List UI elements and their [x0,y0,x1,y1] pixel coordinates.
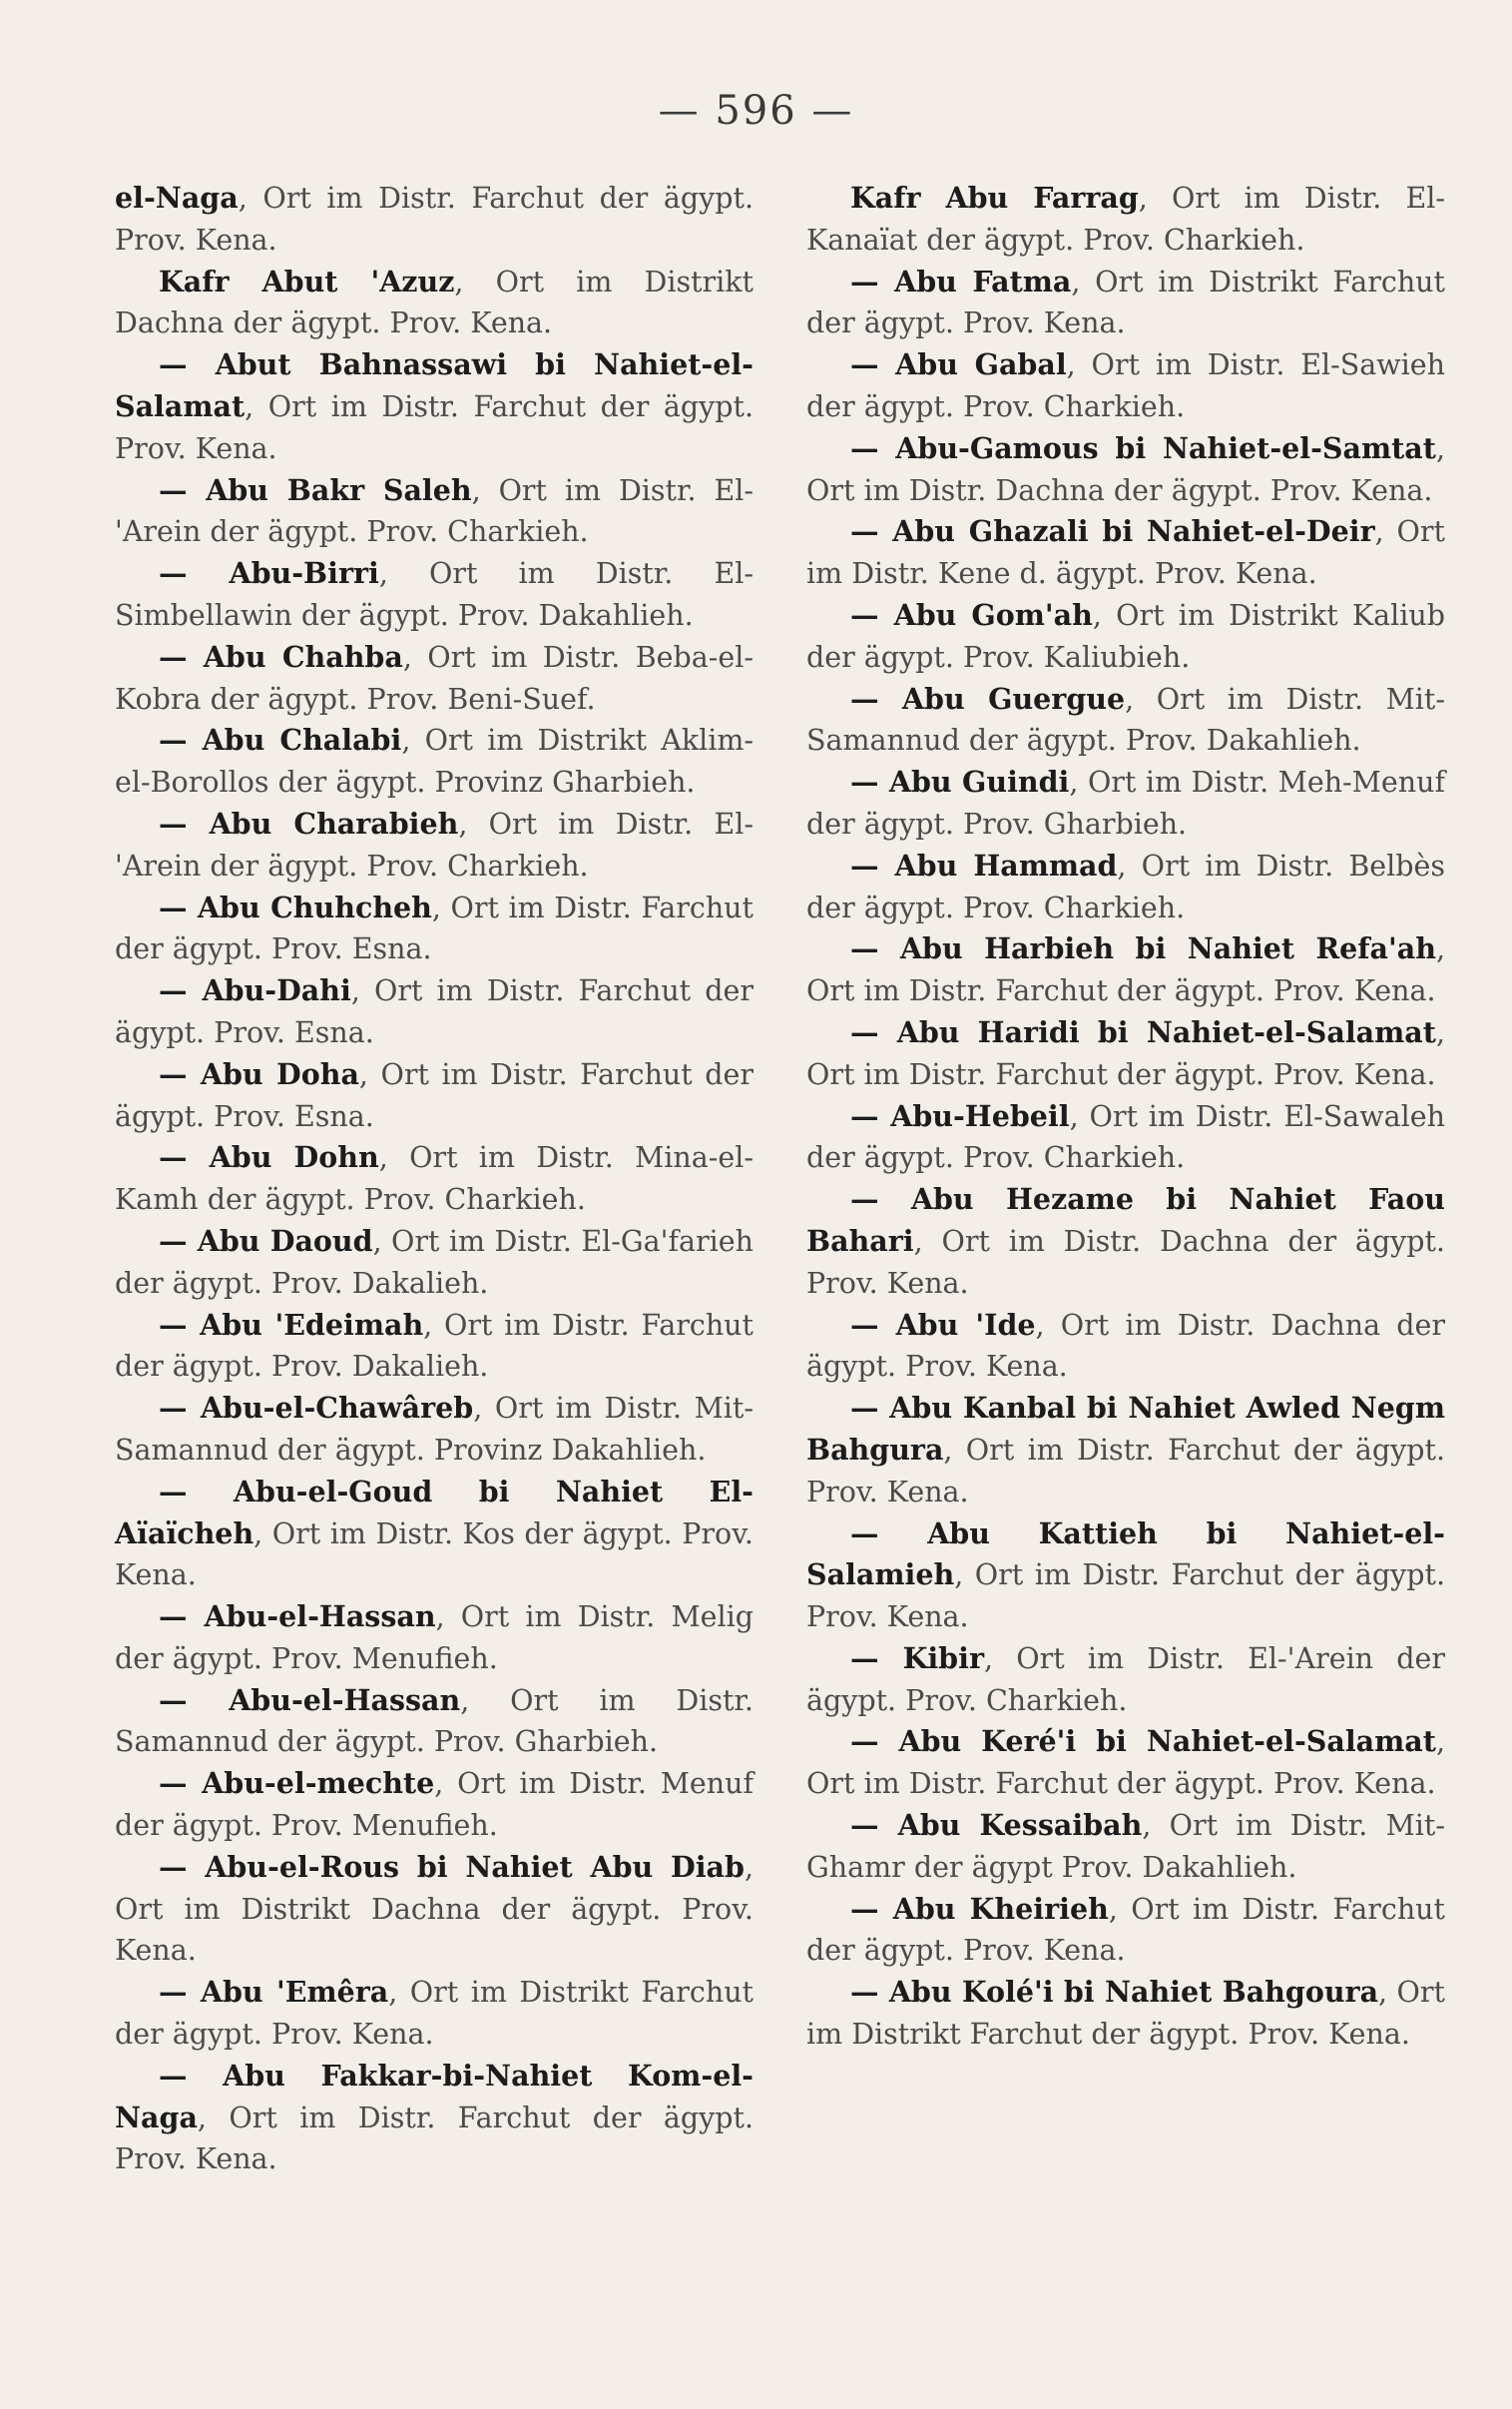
entry-name: — Abu 'Emêra [159,1975,389,2010]
entry-description: , Ort im Distr. Dachna der ägypt. Prov. Kena. [806,1224,1445,1300]
gazetteer-entry [806,1805,1445,1889]
entry-name: — Abu-el-Hassan [159,1599,436,1634]
entry-name: — Abu Harbieh bi Nahiet Refa'ah [850,931,1436,966]
gazetteer-entry [115,470,754,554]
entry-name: Kafr Abut 'Azuz [159,264,455,299]
entry-description: , Ort im Distr. Farchut der ägypt. Prov. Kena. [806,1558,1445,1634]
entry-name: — Abu Hammad [850,848,1118,883]
entry-description: , Ort im Distr. Samannud der ägypt. Prov. Gharbieh. [115,1683,754,1759]
gazetteer-entry [806,1096,1445,1180]
entry-name: — Abu Keré'i bi Nahiet-el-Salamat [850,1724,1436,1759]
gazetteer-entry [115,1972,754,2056]
gazetteer-entry [115,1054,754,1138]
entry-name: — Abut Bahnassawi bi Nahiet-el-Salamat [115,347,754,423]
entry-description: , Ort im Distrikt Dachna der ägypt. Prov. Kena. [115,265,755,340]
entry-description: , Ort im Distr. Farchut der ägypt. Prov. Kena. [115,2101,754,2176]
entry-description: , Ort im Distr. Farchut der ägypt. Prov. Kena. [806,1433,1445,1508]
entry-name: — Abu-el-Hassan [159,1682,461,1717]
entry-description: , Ort im Distr. Dachna der ägypt. Prov. Kena. [806,1308,1445,1384]
entry-name: — Abu Kessaibah [850,1808,1143,1843]
entry-name: — Abu-Birri [159,556,379,591]
gazetteer-entry [115,344,754,469]
gazetteer-entry [115,1763,754,1847]
entry-name: — Abu Gom'ah [850,597,1093,632]
entry-name: — Abu-Gamous bi Nahiet-el-Samtat [850,430,1436,465]
entry-name: — Abu Kolé'i bi Nahiet Bahgoura [850,1975,1379,2010]
gazetteer-entry [806,1721,1445,1805]
gazetteer-entry [115,178,754,262]
entry-name: — Abu Hezame bi Nahiet Faou Bahari [806,1182,1445,1258]
entry-name: — Abu Fakkar-bi-Nahiet Kom-el-Naga [115,2058,754,2134]
gazetteer-entry [806,1972,1445,2056]
gazetteer-entry [806,1012,1445,1096]
entry-name: — Abu 'Ide [850,1307,1036,1342]
entry-name: — Abu Chalabi [159,723,402,758]
entry-description: , Ort im Distr. Kos der ägypt. Prov. Kena. [115,1516,754,1592]
entry-description: , Ort im Distr. Belbès der ägypt. Prov. Charkieh. [806,849,1445,924]
gazetteer-entry [806,511,1445,595]
gazetteer-entry [115,1221,754,1305]
entry-name: — Abu-Hebeil [850,1098,1070,1133]
gazetteer-entry [115,262,754,345]
entry-description: , Ort im Distr. El-Simbellawin der ägypt. Prov. Dakahlieh. [115,557,754,632]
entry-name: — Abu 'Edeimah [159,1307,424,1342]
entry-name: — Abu Gabal [850,347,1067,382]
gazetteer-entry [806,762,1445,846]
gazetteer-entry [115,1847,754,1972]
entry-description: , Ort im Distr. El-'Arein der ägypt. Prov. Charkieh. [115,807,754,883]
gazetteer-entry [806,1179,1445,1304]
entry-description: , Ort im Distr. Kene d. ägypt. Prov. Kena. [806,515,1446,591]
gazetteer-entry [115,637,754,721]
entry-description: , Ort im Distr. El-Ga'farieh der ägypt. Prov. Dakalieh. [115,1224,754,1300]
entry-description: , Ort im Distrikt Farchut der ägypt. Prov. Kena. [806,1976,1446,2052]
entry-name: — Abu-el-Goud bi Nahiet El-Aïaïcheh [115,1474,754,1550]
entry-name: Kafr Abu Farrag [850,181,1139,215]
entry-name: — Abu Fatma [850,264,1072,299]
entry-name: — Abu Kattieh bi Nahiet-el-Salamieh [806,1515,1445,1592]
right-column [806,178,1445,2056]
entry-description: , Ort im Distr. El-Sawieh der ägypt. Prov. Charkieh. [806,348,1445,423]
entry-description: , Ort im Distr. Mit-Ghamr der ägypt Prov. Dakahlieh. [806,1809,1445,1884]
entry-description: , Ort im Distrikt Farchut der ägypt. Prov. Kena. [115,1976,755,2052]
gazetteer-entry [806,846,1445,929]
gazetteer-entry [806,178,1445,262]
gazetteer-entry [806,1305,1445,1389]
entry-description: , Ort im Distr. Farchut der ägypt. Prov. Kena. [806,1892,1445,1968]
entry-name: — Abu Ghazali bi Nahiet-el-Deir [850,514,1375,549]
entry-name: el-Naga [115,181,239,215]
entry-name: — Abu Kheirieh [850,1891,1109,1926]
gazetteer-entry [806,344,1445,428]
entry-description: , Ort im Distrikt Aklim-el-Borollos der ägypt. Provinz Gharbieh. [115,724,754,800]
entry-name: — Abu-Dahi [159,973,351,1008]
gazetteer-entry [806,428,1445,512]
left-column [115,178,754,2180]
gazetteer-entry [115,720,754,804]
entry-description: , Ort im Distr. Dachna der ägypt. Prov. Kena. [806,431,1445,507]
gazetteer-entry [115,1305,754,1389]
gazetteer-entry [115,2056,754,2180]
entry-description: , Ort im Distr. El-'Arein der ägypt. Prov. Charkieh. [806,1641,1445,1717]
entry-description: , Ort im Distr. Farchut der ägypt. Prov. Kena. [806,1015,1445,1091]
gazetteer-entry [115,804,754,888]
entry-description: , Ort im Distr. Mit-Samannud der ägypt. Provinz Dakahlieh. [115,1392,755,1467]
page-number: — 596 — [658,88,854,134]
entry-name: — Abu Doha [159,1056,359,1091]
entry-description: , Ort im Distr. Farchut der ägypt. Prov. Esna. [115,1057,754,1133]
entry-name: — Abu Dohn [159,1140,379,1175]
gazetteer-entry [806,1388,1445,1512]
entry-description: , Ort im Distr. Menuf der ägypt. Prov. Menufieh. [115,1767,754,1843]
gazetteer-entry [806,262,1445,345]
gazetteer-entry [115,1596,754,1680]
entry-name: — Abu-el-Rous bi Nahiet Abu Diab [159,1849,745,1884]
entry-name: — Abu Daoud [159,1223,373,1258]
entry-name: — Abu Chahba [159,639,403,674]
entry-description: , Ort im Distr. Farchut der ägypt. Prov. Kena. [806,932,1445,1008]
entry-name: — Abu Chuhcheh [159,890,432,924]
entry-description: , Ort im Distr. Farchut der ägypt. Prov. Esna. [115,891,754,966]
entry-name: — Abu-el-mechte [159,1766,435,1801]
entry-description: , Ort im Distr. Farchut der ägypt. Prov. Kena. [115,182,754,257]
entry-description: , Ort im Distr. El-Sawaleh der ägypt. Prov. Charkieh. [806,1099,1445,1175]
entry-name: — Abu Guindi [850,765,1070,800]
entry-description: , Ort im Distr. Farchut der ägypt. Prov. Dakalieh. [115,1308,754,1384]
gazetteer-entry [115,1388,754,1472]
entry-description: , Ort im Distr. Farchut der ägypt. Prov. Esna. [115,974,754,1049]
entry-description: , Ort im Distr. El-'Arein der ägypt. Prov. Charkieh. [115,473,754,549]
gazetteer-entry [806,1889,1445,1973]
entry-name: — Abu Bakr Saleh [159,472,472,507]
gazetteer-entry [115,970,754,1054]
entry-description: , Ort im Distr. Farchut der ägypt. Prov. Kena. [806,1725,1445,1801]
entry-description: , Ort im Distrikt Dachna der ägypt. Prov. Kena. [115,1850,754,1968]
entry-description: , Ort im Distr. Mina-el-Kamh der ägypt. Prov. Charkieh. [115,1141,754,1217]
gazetteer-entry [115,1472,754,1596]
gazetteer-entry [806,1638,1445,1722]
entry-name: — Kibir [850,1640,984,1675]
entry-description: , Ort im Distr. Meh-Menuf der ägypt. Prov. Gharbieh. [806,766,1445,841]
entry-description: , Ort im Distr. Mit-Samannud der ägypt. Prov. Dakahlieh. [806,682,1445,758]
entry-name: — Abu Charabieh [159,806,459,841]
entry-description: , Ort im Distr. El-Kanaïat der ägypt. Prov. Charkieh. [806,182,1445,257]
entry-name: — Abu Guergue [850,681,1126,716]
gazetteer-entry [115,1680,754,1764]
entry-name: — Abu-el-Chawâreb [159,1391,474,1426]
gazetteer-entry [806,928,1445,1012]
entry-description: , Ort im Distr. Beba-el-Kobra der ägypt. Prov. Beni-Suef. [115,640,754,716]
gazetteer-entry [115,888,754,971]
entry-name: — Abu Kanbal bi Nahiet Awled Negm Bahgura [806,1391,1445,1467]
entry-description: , Ort im Distr. Melig der ägypt. Prov. Menufieh. [115,1600,754,1675]
gazetteer-entry [115,553,754,637]
gazetteer-entry [806,679,1445,763]
gazetteer-entry [115,1137,754,1221]
entry-description: , Ort im Distrikt Farchut der ägypt. Prov. Kena. [806,265,1445,340]
gazetteer-entry [806,595,1445,679]
entry-description: , Ort im Distrikt Kaliub der ägypt. Prov. Kaliubieh. [806,598,1446,674]
gazetteer-entry [806,1513,1445,1638]
entry-name: — Abu Haridi bi Nahiet-el-Salamat [850,1014,1436,1049]
entry-description: , Ort im Distr. Farchut der ägypt. Prov. Kena. [115,389,754,465]
